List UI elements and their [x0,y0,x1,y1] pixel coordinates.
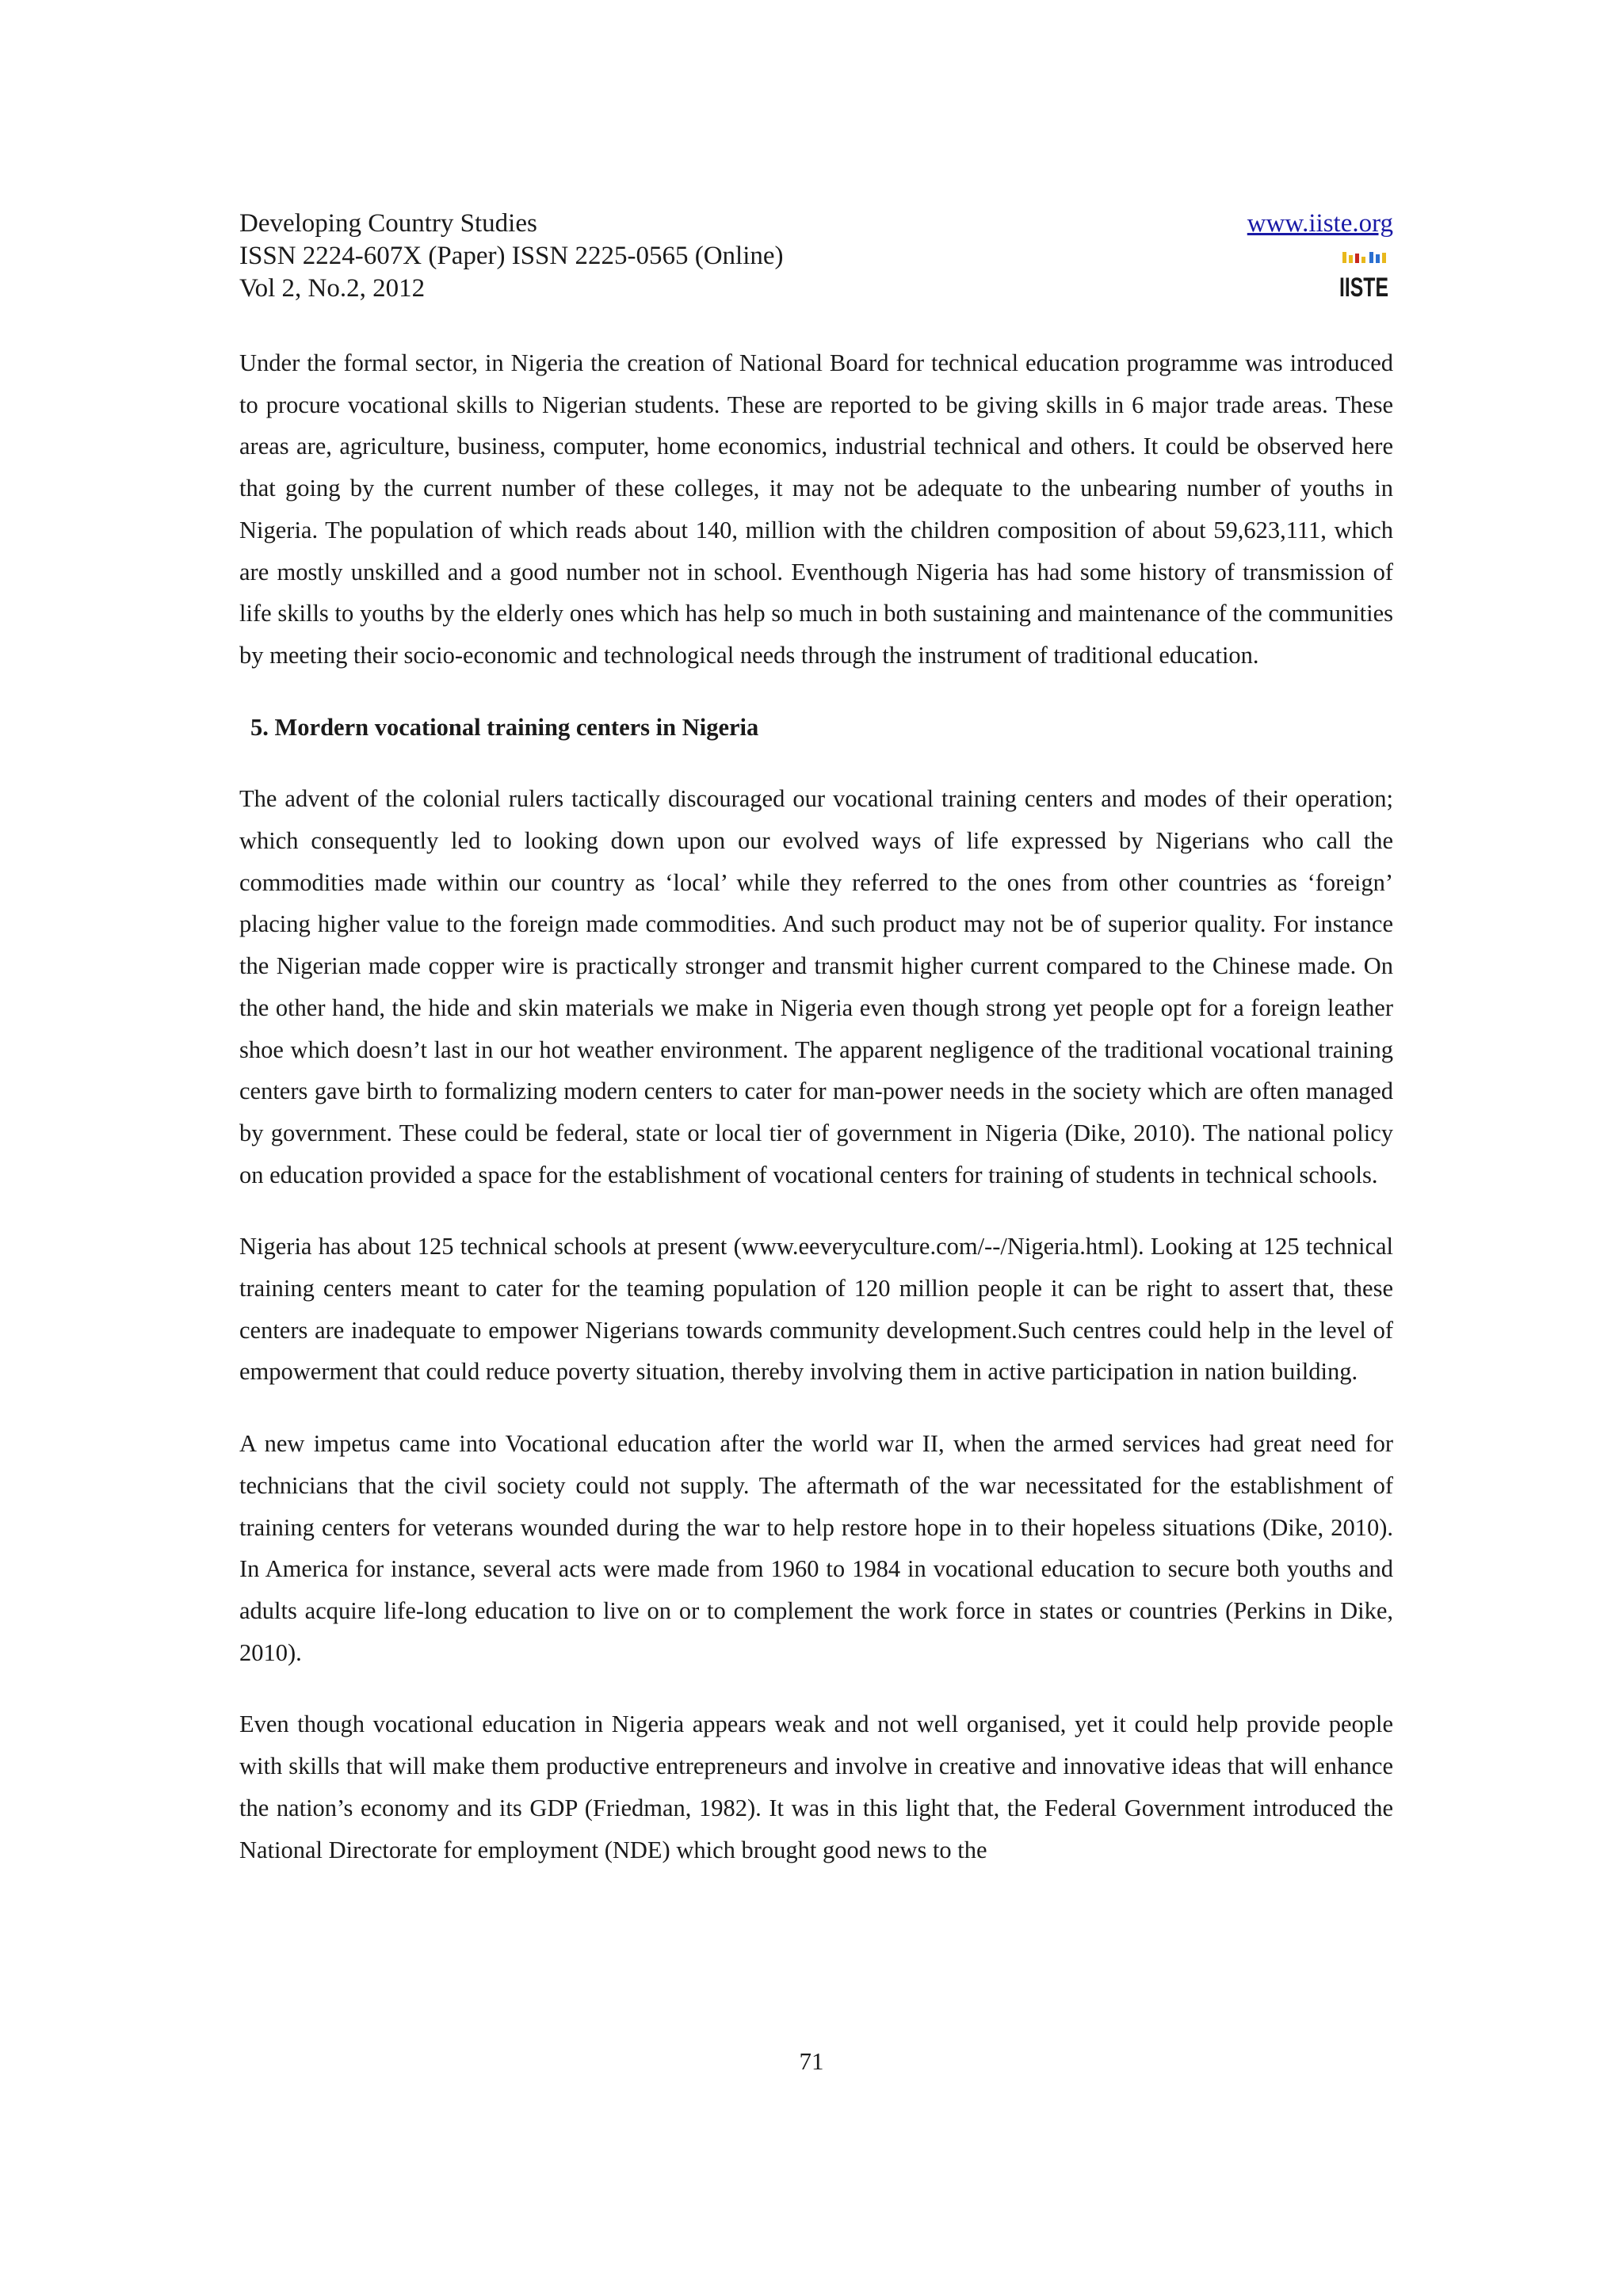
page-number: 71 [799,2047,824,2075]
page-header [239,208,1393,311]
paragraph-formal-sector: Under the formal sector, in Nigeria the creation of National Board for technical education programme was introduced to procure vocational skills to Nigerian students. These are reported to be giving skills in 6 major trade areas. These areas are, agriculture, business, computer, home economics, industrial technical and others. It could be observed here that going by the current number of these colleges, it may not be adequate to the unbearing number of youths in Nigeria. The population of which reads about 140, million with the children composition of about 59,623,111, which are mostly unskilled and a good number not in school. Eventhough Nigeria has had some history of transmission of life skills to youths by the elderly ones which has help so much in both sustaining and maintenance of the communities by meeting their socio-economic and technological needs through the instrument of traditional education. [239,349,1393,669]
volume-line: Vol 2, No.2, 2012 [239,274,426,303]
website-link[interactable]: www.iiste.org [1247,209,1393,238]
logo-text: IISTE [1339,273,1388,303]
iiste-logo-icon [1338,250,1390,301]
paragraph-world-war: A new impetus came into Vocational education after the world war II, when the armed services had great need for technicians that the civil society could not supply. The aftermath of the war necessitated for the establishment of training centers for veterans wounded during the war to help restore hope in to their hopeless situations (Dike, 2010). In America for instance, several acts were made from 1960 to 1984 in vocational education to secure both youths and adults acquire life-long education to live on or to complement the work force in states or countries (Perkins in Dike, 2010). [239,1430,1393,1666]
issn-line: ISSN 2224-607X (Paper) ISSN 2225-0565 (Online) [239,242,784,270]
section-heading: 5. Mordern vocational training centers in Nigeria [250,713,759,741]
paragraph-technical-schools: Nigeria has about 125 technical schools at present (www.eeveryculture.com/--/Nigeria.html). Looking at 125 technical training centers meant to cater for the teaming population of 120 million people it can be right to assert that, these centers are inadequate to empower Nigerians towards community development.Such centres could help in the level of empowerment that could reduce poverty situation, thereby involving them in active participation in nation building. [239,1233,1393,1386]
paragraph-nde: Even though vocational education in Nigeria appears weak and not well organised, yet it could help provide people with skills that will make them productive entrepreneurs and involve in creative and innovative ideas that will enhance the nation’s economy and its GDP (Friedman, 1982). It was in this light that, the Federal Government introduced the National Directorate for employment (NDE) which brought good news to the [239,1711,1393,1863]
journal-title: Developing Country Studies [239,209,537,238]
paragraph-colonial-rulers: The advent of the colonial rulers tactically discouraged our vocational training centers and modes of their operation; which consequently led to looking down upon our evolved ways of life expressed by Nigerians who call the commodities made within our country as ‘local’ while they referred to the ones from other countries as ‘foreign’ placing higher value to the foreign made commodities. And such product may not be of superior quality. For instance the Nigerian made copper wire is practically stronger and transmit higher current compared to the Chinese made. On the other hand, the hide and skin materials we make in Nigeria even though strong yet people opt for a foreign leather shoe which doesn’t last in our hot weather environment. The apparent negligence of the traditional vocational training centers gave birth to formalizing modern centers to cater for man-power needs in the society which are often managed by government. These could be federal, state or local tier of government in Nigeria (Dike, 2010). The national policy on education provided a space for the establishment of vocational centers for training of students in technical schools. [239,785,1393,1188]
article-body [239,342,1393,1901]
